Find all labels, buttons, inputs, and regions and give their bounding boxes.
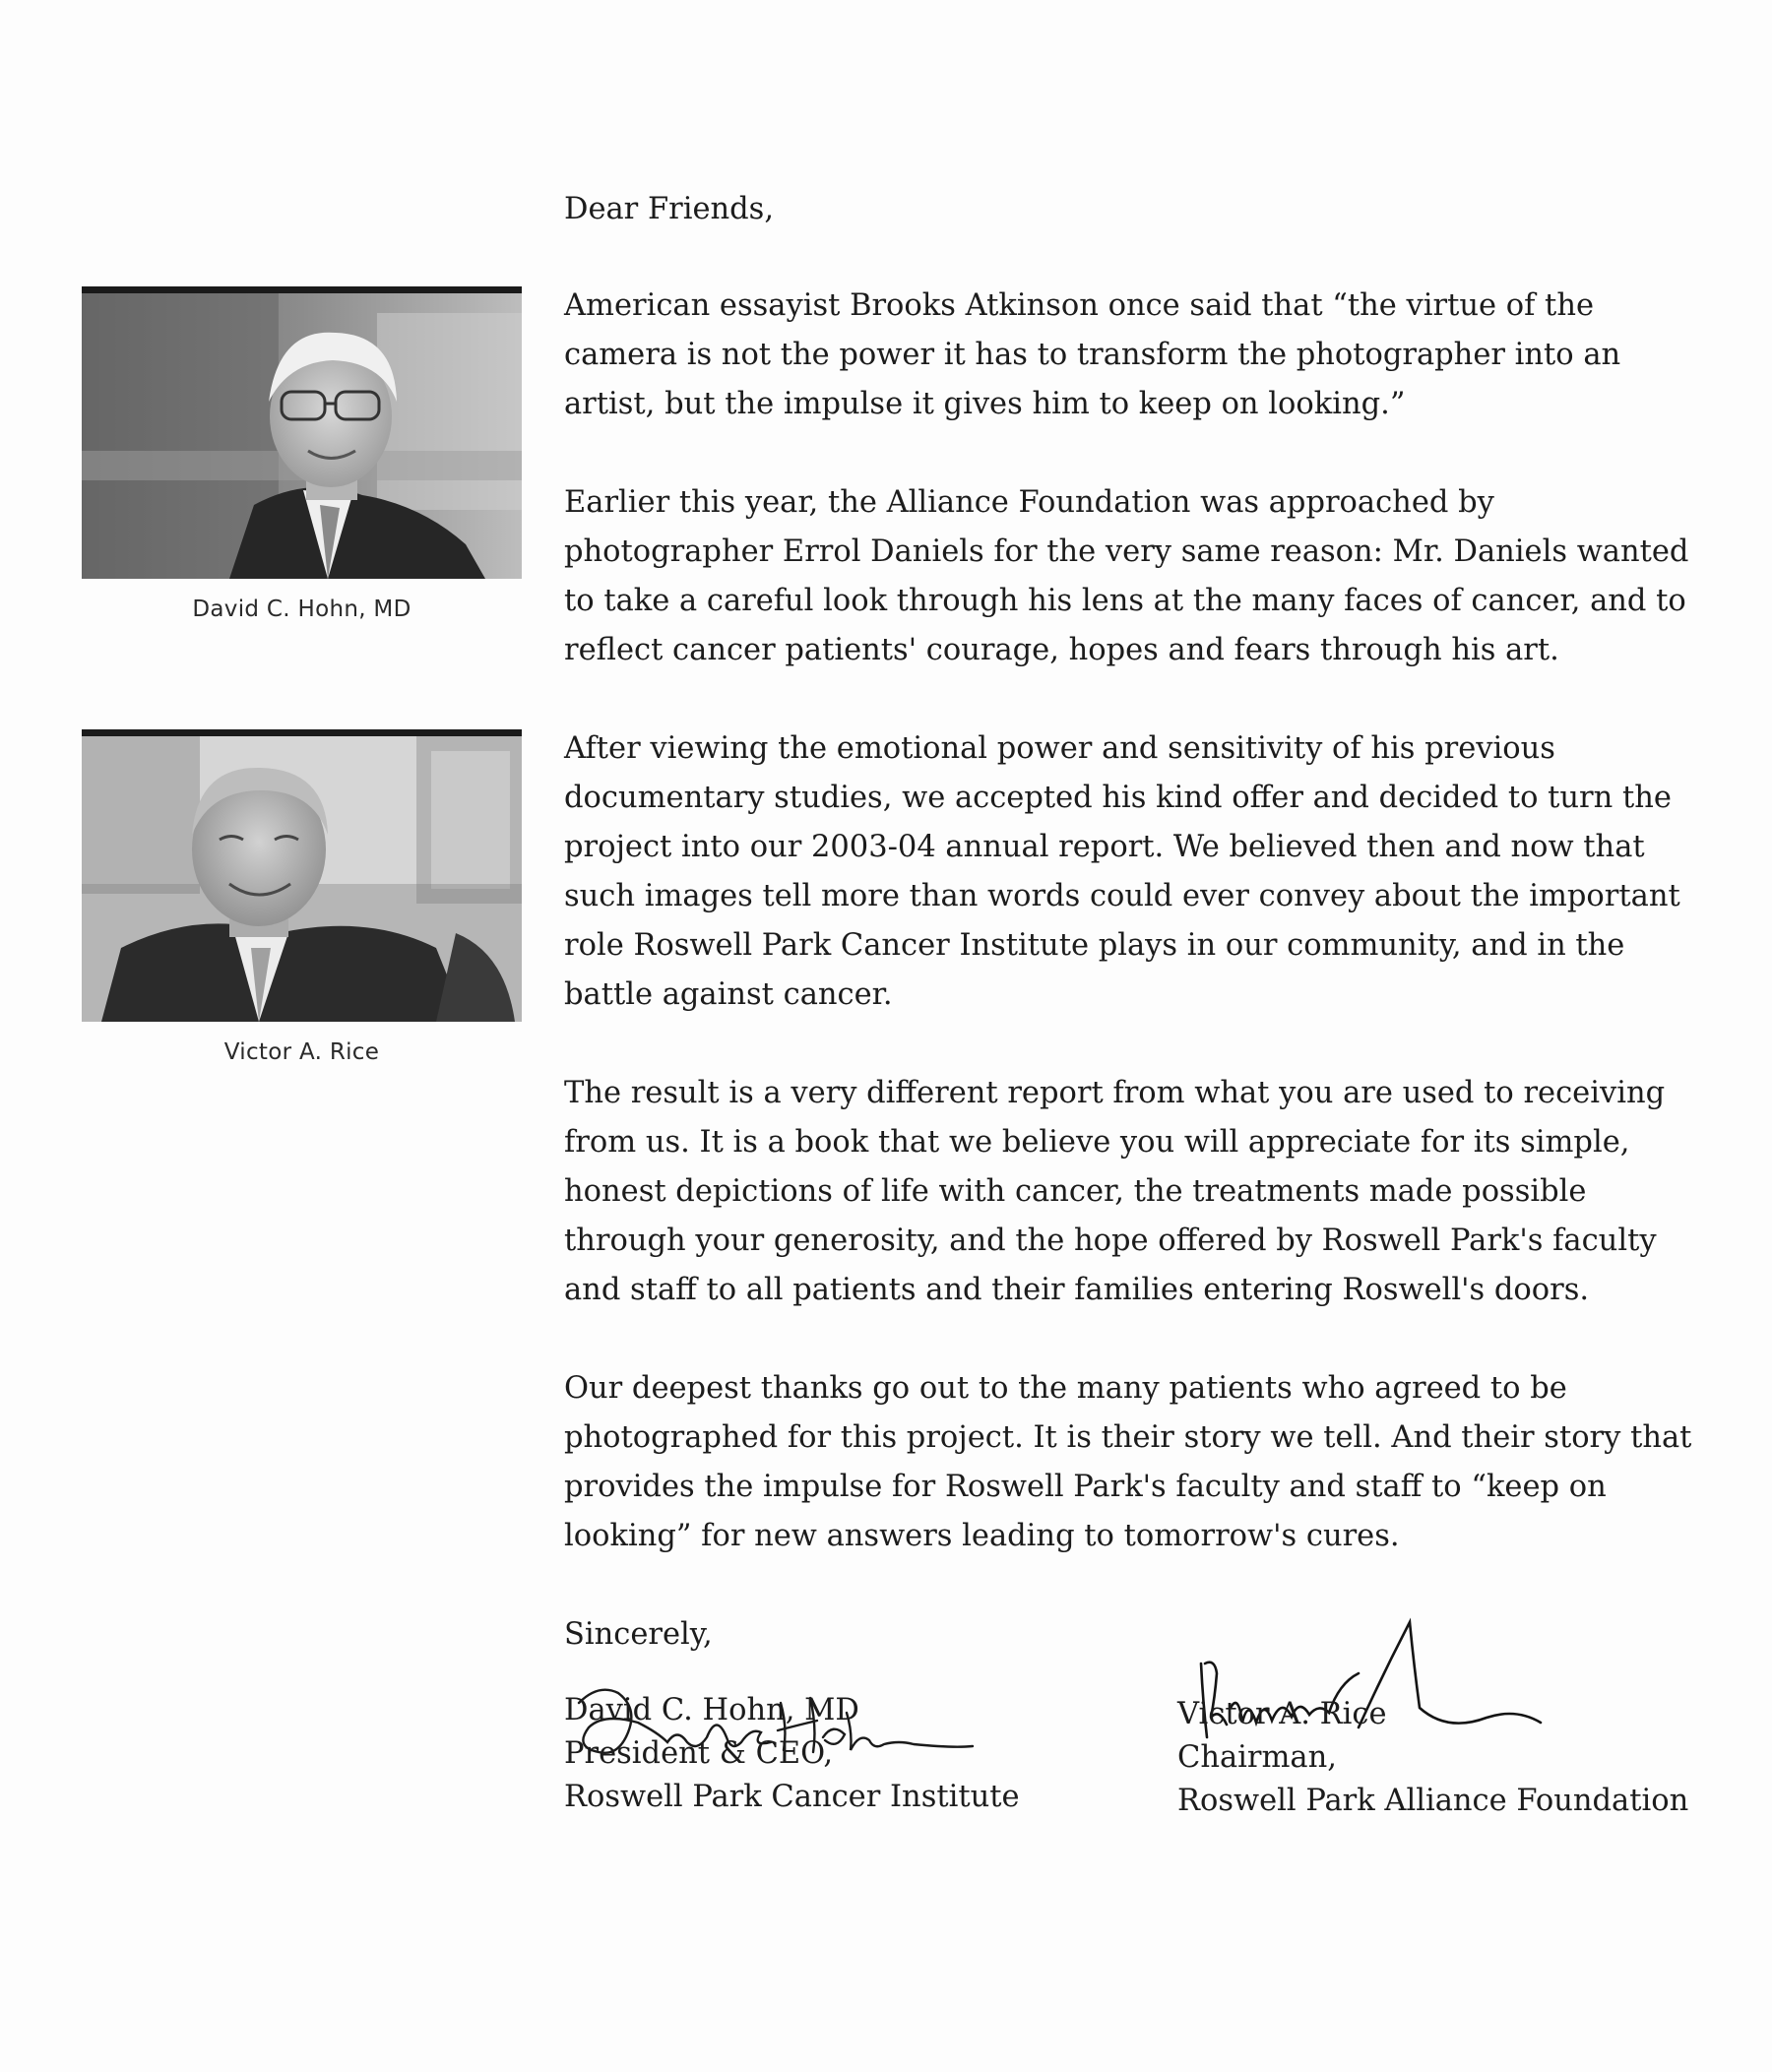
signatory-block-rice bbox=[1177, 1693, 1729, 1823]
signatory-name: Victor A. Rice bbox=[1177, 1697, 1387, 1731]
portrait-photo-rice bbox=[82, 736, 522, 1022]
letter-paragraph: The result is a very different report from what you are used to receiving from us. It is a book that we believe you will appreciate for its simple, honest depictions of life with cancer, the treatments made possible through your generosity, and the hope offered by Roswell Park's faculty and staff to all patients and their families entering Roswell's doors. bbox=[564, 1076, 1666, 1307]
portrait-rice bbox=[82, 729, 522, 1065]
signatory-organization: Roswell Park Alliance Foundation bbox=[1177, 1784, 1689, 1818]
portrait-caption-rice: Victor A. Rice bbox=[223, 1039, 380, 1065]
letter-paragraph: Our deepest thanks go out to the many patients who agreed to be photographed for this project. It is their story we tell. And their story that provides the impulse for Roswell Park's faculty and staff to “keep on looking” for new answers leading to tomorrow's cures. bbox=[564, 1371, 1692, 1553]
letter-paragraph: After viewing the emotional power and sensitivity of his previous documentary studies, we accepted his kind offer and decided to turn the project into our 2003-04 annual report. We believed then and now that such images tell more than words could ever convey about the important role Roswell Park Cancer Institute plays in our community, and in the battle against cancer. bbox=[564, 731, 1680, 1012]
portrait-caption-hohn: David C. Hohn, MD bbox=[192, 596, 411, 622]
signatory-title: Chairman, bbox=[1177, 1740, 1337, 1775]
signatory-name: David C. Hohn, MD bbox=[564, 1693, 859, 1727]
closing: Sincerely, bbox=[564, 1617, 713, 1652]
portrait-top-rule bbox=[82, 729, 522, 736]
letter-paragraph: American essayist Brooks Atkinson once said that “the virtue of the camera is not the power it has to transform the photographer into an artist, but the impulse it gives him to keep on looking.” bbox=[564, 288, 1621, 421]
letter-body bbox=[564, 185, 1706, 1660]
letter-paragraph: Earlier this year, the Alliance Foundation was approached by photographer Errol Daniels for the very same reason: Mr. Daniels wanted to take a careful look through his lens at the many faces of cancer, and to reflect cancer patients' courage, hopes and fears through his art. bbox=[564, 485, 1689, 667]
portrait-photo-hohn bbox=[82, 293, 522, 579]
portrait-top-rule bbox=[82, 286, 522, 293]
salutation: Dear Friends, bbox=[564, 192, 775, 226]
portrait-hohn bbox=[82, 286, 522, 622]
signatory-organization: Roswell Park Cancer Institute bbox=[564, 1780, 1020, 1814]
signatory-block-hohn bbox=[564, 1689, 1115, 1819]
signatory-title: President & CEO, bbox=[564, 1736, 834, 1771]
